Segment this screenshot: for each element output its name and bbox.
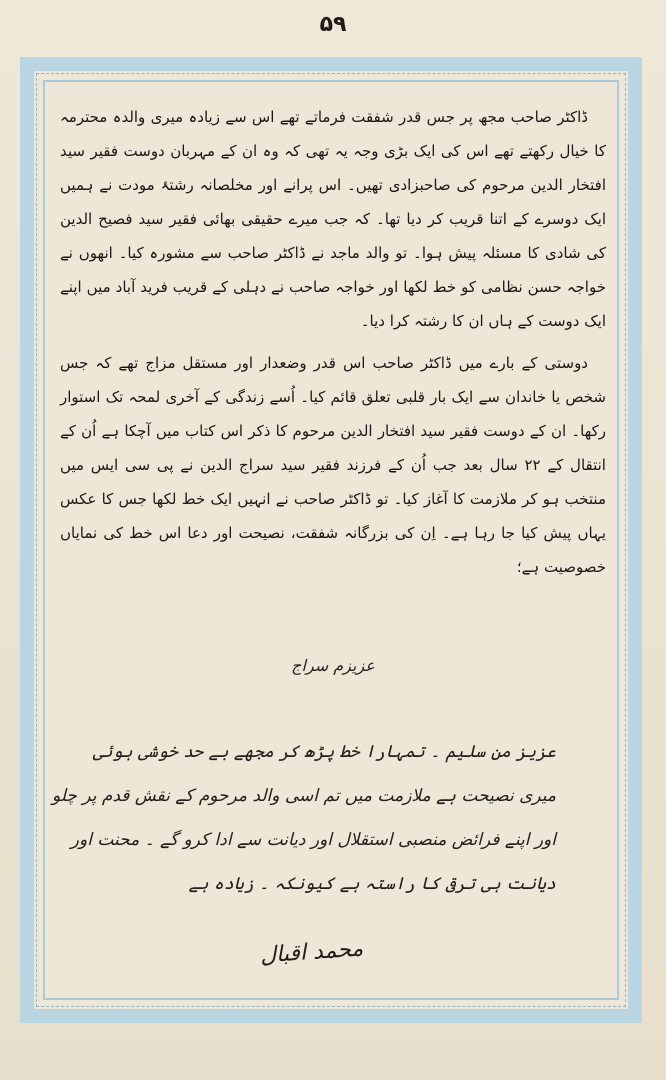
letter-salutation: عزیزم سراج [291,656,375,675]
letter-line-3: اور اپنے فرائض منصبی استقلال اور دیانت سے ادا کرو گے ۔ محنت اور [70,830,556,850]
letter-line-1: عزیز من سلیم ۔ تمہارا خط پڑھ کر مجھے بے حد خوشی ہوئی [92,742,556,762]
printed-text [60,100,606,592]
paragraph-1: ڈاکٹر صاحب مجھ پر جس قدر شفقت فرماتے تھے اس سے زیادہ میری والدہ محترمہ کا خیال رکھتے تھے اس کی ایک بڑی وجہ یہ تھی کہ وہ ان کے مہربان دوست فقیر سید افتخار الدین مرحوم کی صاحبزادی تھیں۔ اس پرانے اور مخلصانہ رشتۂ مودت نے ہمیں ایک دوسرے کے اتنا قریب کر دیا تھا۔ کہ جب میرے حقیقی بھائی فقیر سید فصیح الدین کی شادی کا مسئلہ پیش ہوا۔ تو والد ماجد نے ڈاکٹر صاحب سے مشورہ کیا۔ انھوں نے خواجہ حسن نظامی کو خط لکھا اور خواجہ صاحب نے دہلی کے قریب فرید آباد میں اپنے ایک دوست کے ہاں ان کا رشتہ کرا دیا۔ [60,108,606,330]
letter-signature: محمد اقبال [259,936,364,969]
letter-line-4: دیانت ہی ترقی کا راستہ ہے کیونکہ ۔ زیادہ ہے [188,874,556,894]
handwritten-letter [52,730,556,906]
letter-line-2: میری نصیحت ہے ملازمت میں تم اسی والد مرحوم کے نقش قدم پر چلو [52,786,556,806]
page-number: ۵۹ [319,12,347,37]
paragraph-2: دوستی کے بارے میں ڈاکٹر صاحب اس قدر وضعدار اور مستقل مزاج تھے کہ جس شخص یا خاندان سے ایک بار قلبی تعلق قائم کیا۔ اُسے زندگی کے آخری لمحہ تک استوار رکھا۔ ان کے دوست فقیر سید افتخار الدین مرحوم کا ذکر اس کتاب میں آچکا ہے اُن کے انتقال کے ۲۲ سال بعد جب اُن کے فرزند فقیر سید سراج الدین نے پی سی ایس میں منتخب ہو کر ملازمت کا آغاز کیا۔ تو ڈاکٹر صاحب نے انہیں ایک خط لکھا جس کا عکس یہاں پیش کیا جا رہا ہے۔ اِن کی بزرگانہ شفقت، نصیحت اور دعا اس خط کی نمایاں خصوصیت ہے؛ [60,354,606,576]
